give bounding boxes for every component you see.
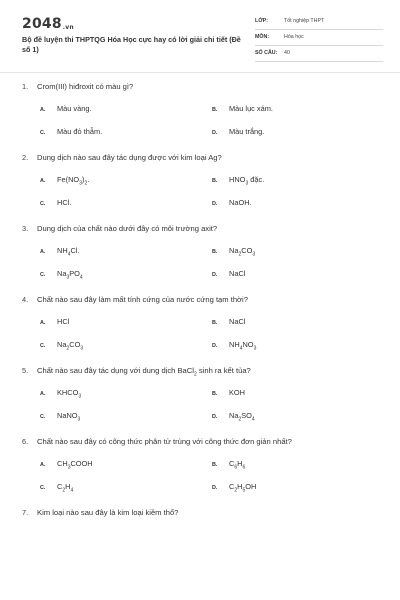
answer-option[interactable] [212, 104, 273, 116]
meta-value: 40 [284, 50, 290, 56]
option-letter: B. [212, 462, 218, 468]
answer-option[interactable] [212, 175, 264, 187]
question-item [22, 295, 380, 358]
answer-option[interactable] [212, 482, 256, 494]
answer-option[interactable] [212, 340, 256, 352]
option-letter: A. [40, 462, 46, 468]
option-text: $NH_4Cl$. [57, 246, 80, 258]
question-number: 3. [22, 224, 29, 233]
question-text: Crom(III) hiđroxit có màu gì? [37, 82, 134, 91]
meta-value: Tốt nghiệp THPT [284, 18, 325, 24]
option-letter: B. [212, 107, 218, 113]
option-text: $NH_4NO_3$ [229, 340, 257, 352]
option-letter: B. [212, 249, 218, 255]
header-divider [0, 72, 400, 73]
option-letter: B. [212, 391, 218, 397]
option-text: Màu vàng. [57, 104, 92, 113]
option-letter: D. [212, 414, 218, 420]
answer-options [22, 241, 380, 287]
answer-option[interactable] [212, 411, 255, 423]
answer-option[interactable] [40, 388, 81, 400]
question-number: 6. [22, 437, 29, 446]
answer-option[interactable] [212, 388, 245, 400]
option-letter: C. [40, 343, 46, 349]
option-letter: A. [40, 391, 46, 397]
question-number: 7. [22, 508, 29, 517]
option-letter: D. [212, 343, 218, 349]
answer-options [22, 99, 380, 145]
option-letter: A. [40, 249, 46, 255]
option-letter: D. [212, 485, 218, 491]
question-text-row [22, 366, 380, 383]
answer-options [22, 170, 380, 216]
answer-option[interactable] [212, 459, 245, 471]
question-list [22, 82, 380, 533]
option-letter: A. [40, 320, 46, 326]
answer-option[interactable] [40, 104, 92, 116]
answer-options [22, 312, 380, 358]
option-letter: D. [212, 272, 218, 278]
answer-option[interactable] [40, 317, 69, 329]
question-item [22, 224, 380, 287]
option-letter: A. [40, 178, 46, 184]
option-text: $C_2H_5OH$ [229, 482, 257, 494]
question-text: Chất nào sau đây có công thức phân tử trùng với công thức đơn giản nhất? [37, 437, 292, 446]
answer-option[interactable] [212, 317, 245, 329]
document-header [22, 14, 382, 70]
question-text-row [22, 153, 380, 170]
option-text: $Na_3PO_4$ [57, 269, 83, 281]
meta-row-subject [255, 30, 383, 46]
answer-option[interactable] [40, 246, 80, 258]
answer-option[interactable] [40, 127, 102, 139]
question-number: 1. [22, 82, 29, 91]
question-text: Chất nào sau đây tác dụng với dung dịch BaCl$_2$ sinh ra kết tủa? [37, 366, 251, 378]
answer-options [22, 454, 380, 500]
question-text: Dung dịch nào sau đây tác dụng được với kim loại Ag? [37, 153, 222, 162]
answer-option[interactable] [212, 127, 264, 139]
option-letter: D. [212, 130, 218, 136]
option-text: $KHCO_3$ [57, 388, 82, 400]
meta-row-count [255, 46, 383, 62]
answer-option[interactable] [40, 175, 89, 187]
document-title: Bộ đề luyện thi THPTQG Hóa Học cực hay có lời giải chi tiết (Đề số 1) [22, 35, 241, 54]
option-text: $C_6H_6$ [229, 459, 246, 471]
option-text: NaNO$_3$ [57, 411, 81, 423]
logo-suffix: .vn [62, 24, 74, 31]
question-text: Kim loại nào sau đây là kim loại kiềm thổ? [37, 508, 179, 517]
question-text-row [22, 82, 380, 99]
question-number: 5. [22, 366, 29, 375]
answer-option[interactable] [40, 411, 80, 423]
answer-option[interactable] [212, 246, 255, 258]
option-letter: B. [212, 320, 218, 326]
option-text: NaOH. [229, 198, 252, 207]
question-number: 4. [22, 295, 29, 304]
option-letter: C. [40, 130, 46, 136]
question-item [22, 366, 380, 429]
meta-row-class [255, 14, 383, 30]
question-text-row [22, 508, 380, 525]
option-text: Màu trắng. [229, 127, 265, 136]
option-text: $HNO_3$ đặc. [229, 175, 265, 187]
option-text: Màu đỏ thẫm. [57, 127, 103, 136]
meta-label: SỐ CÂU: [255, 50, 278, 56]
option-text: $CH_3COOH$ [57, 459, 93, 471]
meta-value: Hóa học [284, 34, 304, 40]
option-text: HCl [57, 317, 70, 326]
question-item [22, 153, 380, 216]
answer-option[interactable] [40, 198, 71, 210]
option-letter: C. [40, 201, 46, 207]
question-number: 2. [22, 153, 29, 162]
document-meta [255, 14, 383, 62]
site-logo[interactable] [22, 16, 74, 32]
answer-option[interactable] [212, 269, 245, 281]
option-text: NaCl [229, 269, 246, 278]
answer-option[interactable] [212, 198, 252, 210]
answer-option[interactable] [40, 482, 73, 494]
option-letter: A. [40, 107, 46, 113]
answer-option[interactable] [40, 340, 83, 352]
option-letter: B. [212, 178, 218, 184]
answer-option[interactable] [40, 459, 93, 471]
option-text: Màu lục xám. [229, 104, 273, 113]
option-text: $Na_2SO_4$ [229, 411, 255, 423]
meta-label: MÔN: [255, 34, 270, 40]
option-text: NaCl [229, 317, 246, 326]
question-text-row [22, 437, 380, 454]
option-text: HCl. [57, 198, 72, 207]
option-letter: C. [40, 414, 46, 420]
meta-label: LỚP: [255, 18, 269, 24]
option-text: $Fe(NO_3)_2$. [57, 175, 90, 187]
logo-text: 2048 [22, 16, 62, 32]
question-item [22, 508, 380, 525]
option-text: $Na_2CO_3$ [229, 246, 256, 258]
answer-option[interactable] [40, 269, 83, 281]
question-text: Chất nào sau đây làm mất tính cứng của nước cứng tạm thời? [37, 295, 248, 304]
option-letter: D. [212, 201, 218, 207]
question-text-row [22, 224, 380, 241]
question-text: Dung dịch của chất nào dưới đây có môi trường axit? [37, 224, 218, 233]
option-text: KOH [229, 388, 246, 397]
question-item [22, 82, 380, 145]
option-letter: C. [40, 272, 46, 278]
option-text: $Na_2CO_3$ [57, 340, 84, 352]
answer-options [22, 383, 380, 429]
question-item [22, 437, 380, 500]
option-text: $C_2H_4$ [57, 482, 74, 494]
question-text-row [22, 295, 380, 312]
option-letter: C. [40, 485, 46, 491]
